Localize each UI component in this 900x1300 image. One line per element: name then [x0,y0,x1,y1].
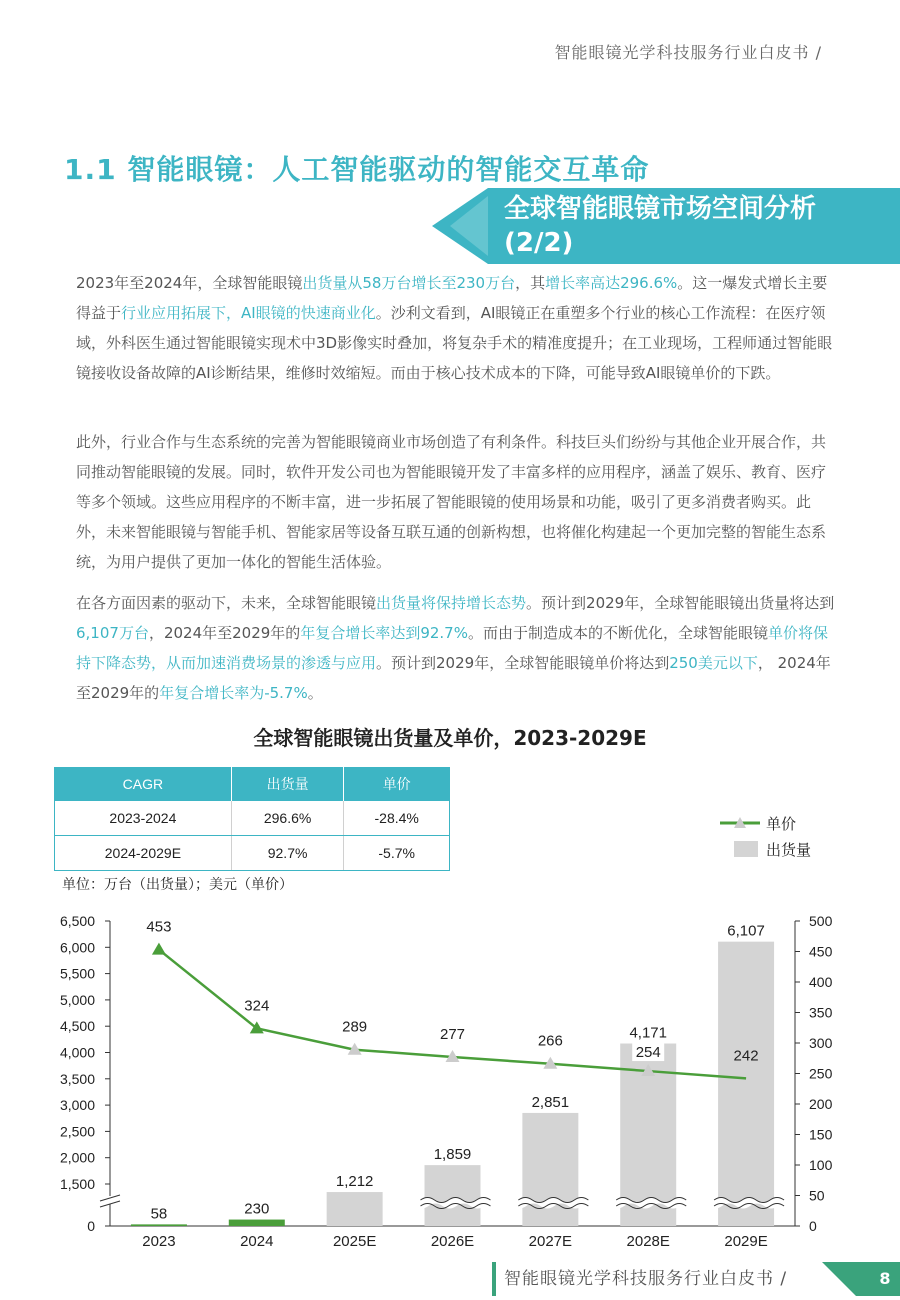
price-data-label: 289 [342,1018,368,1036]
shipment-data-label: 58 [150,1205,168,1223]
p3-highlight-5: 250美元以下 [669,654,758,672]
cagr-cell: 296.6% [231,801,344,836]
left-tick-label: 3,500 [59,1070,95,1087]
footer-title: 智能眼镜光学科技服务行业白皮书 / [492,1262,787,1296]
table-row [55,836,450,871]
x-tick-label: 2025E [332,1233,377,1250]
p1-highlight-2: 增长率高达296.6% [545,274,678,292]
legend-item-price [720,810,811,836]
left-tick-label: 6,500 [59,913,95,929]
price-marker [152,943,166,955]
p2-text: 此外，行业合作与生态系统的完善为智能眼镜商业市场创造了有利条件。科技巨头们纷纷与其他企业开展合作，共同推动智能眼镜的发展。同时，软件开发公司也为智能眼镜开发了丰富多样的应用程序，涵盖了娱乐、教育、医疗等多个领域。这些应用程序的不断丰富，进一步拓展了智能眼镜的使用场景和功能，吸引了更多消费者购买。此外，未来智能眼镜与智能手机、智能家居等设备互联互通的创新构想，也将催化构建起一个更加完整的智能生态系统，为用户提供了更加一体化的智能生活体验。 [76,433,827,571]
cagr-cell: 2023-2024 [55,801,232,836]
shipment-bar [718,942,774,1226]
p3-text-6: ， 2024年至2029年的 [76,654,831,702]
paragraph-3 [76,588,836,708]
left-tick-label: 5,500 [59,965,95,982]
x-tick-label: 2024 [240,1233,274,1250]
right-tick-label: 100 [809,1157,833,1173]
shipment-bar [229,1220,285,1226]
p3-text-7: 。 [307,684,323,702]
shipment-bar [131,1224,187,1226]
shipment-data-label: 1,859 [433,1146,472,1164]
cagr-header-row [55,767,450,801]
x-tick-label: 2027E [528,1233,573,1250]
p3-text-3: ，2024年至2029年的 [148,624,301,642]
right-tick-label: 200 [809,1096,833,1112]
right-tick-label: 350 [809,1004,833,1021]
right-tick-label: 500 [809,913,833,929]
p3-highlight-4: 单价将保持下降态势，从而加速消费场景的渗透与应用 [76,624,828,672]
shipment-data-label: 1,212 [335,1173,374,1191]
chart-legend [720,810,811,862]
p1-text-2: ，其 [515,274,546,292]
bar-break-band [512,1198,588,1209]
cagr-cell: -5.7% [344,836,450,871]
cagr-cell: -28.4% [344,801,450,836]
shipment-bar [522,1113,578,1226]
shipment-data-label: 6,107 [727,922,765,940]
cagr-cell: 2024-2029E [55,836,232,871]
left-tick-label: 4,000 [59,1044,95,1061]
legend-label-price: 单价 [766,814,797,833]
left-tick-label: 3,000 [59,1097,95,1114]
left-tick-label: 2,500 [59,1123,95,1140]
shipment-price-chart [0,895,900,1255]
p3-text-4: 。而由于制造成本的不断优化，全球智能眼镜 [467,624,768,642]
bar-break-band [415,1198,491,1209]
title-banner [432,188,900,264]
section-title: 1.1 智能眼镜：人工智能驱动的智能交互革命 [64,153,650,186]
left-tick-label: 0 [87,1218,95,1234]
header-title: 智能眼镜光学科技服务行业白皮书 / [554,43,822,62]
p3-text-5: 。预计到2029年，全球智能眼镜单价将达到 [376,654,670,672]
right-tick-label: 400 [809,974,833,990]
price-data-label: 277 [439,1026,466,1044]
legend-line-icon [720,815,760,831]
banner-title: 全球智能眼镜市场空间分析 (2/2) [504,194,817,258]
cagr-header-0: CAGR [55,767,232,801]
shipment-data-label: 4,171 [629,1024,667,1042]
p1-text-1: 2023年至2024年，全球智能眼镜 [76,274,303,292]
right-tick-label: 450 [809,943,833,960]
p3-highlight-6: 年复合增长率为-5.7% [159,684,308,702]
bar-break-band [708,1198,784,1209]
legend-bar-icon [734,841,758,857]
table-row [55,801,450,836]
p3-highlight-2: 6,107万台 [76,624,149,642]
cagr-table [54,767,450,871]
x-tick-label: 2029E [724,1233,768,1250]
paragraph-1 [76,268,836,388]
paragraph-2 [76,427,836,577]
right-tick-label: 150 [809,1126,833,1143]
x-tick-label: 2023 [142,1233,176,1250]
p1-highlight-3: 行业应用拓展下，AI眼镜的快速商业化 [121,304,376,322]
p1-text-3: 。这一爆发式增长主要得益于 [76,274,828,322]
right-tick-label: 250 [809,1065,833,1082]
p3-highlight-1: 出货量将保持增长态势 [376,594,527,612]
p1-highlight-1: 出货量从58万台增长至230万台 [302,274,516,292]
shipment-bar [327,1192,383,1226]
left-tick-label: 1,500 [59,1176,95,1192]
right-tick-label: 300 [809,1035,833,1051]
left-tick-label: 4,500 [59,1018,95,1035]
price-data-label: 242 [733,1047,759,1065]
x-tick-label: 2026E [430,1233,475,1250]
left-tick-label: 5,000 [59,991,95,1008]
chart-title: 全球智能眼镜出货量及单价，2023-2029E [253,726,647,750]
price-data-label: 453 [146,918,172,936]
p1-text-4: 。沙利文看到，AI眼镜正在重塑多个行业的核心工作流程：在医疗领域，外科医生通过智能眼镜实现术中3D影像实时叠加，将复杂手术的精准度提升；在工业现场，工程师通过智能眼镜接收设备故障的AI诊断结果，维修时效缩短。而由于核心技术成本的下降，可能导致AI眼镜单价的下跌。 [76,304,833,382]
left-tick-label: 2,000 [59,1149,95,1166]
units-note: 单位：万台（出货量）；美元（单价） [62,877,293,893]
shipment-data-label: 2,851 [531,1093,570,1111]
bar-break-band [610,1198,686,1209]
right-tick-label: 50 [809,1187,825,1204]
price-data-label: 266 [537,1032,563,1050]
cagr-header-1: 出货量 [231,767,344,801]
p3-text-2: 。预计到2029年，全球智能眼镜出货量将达到 [526,594,835,612]
right-tick-label: 0 [809,1218,817,1234]
shipment-bar [425,1165,481,1226]
legend-item-shipments [720,836,811,862]
cagr-header-2: 单价 [344,767,450,801]
page-number: 8 [879,1269,891,1288]
price-data-label: 254 [635,1044,661,1062]
left-tick-label: 6,000 [59,939,95,956]
p3-highlight-3: 年复合增长率达到92.7% [300,624,468,642]
price-data-label: 324 [244,997,270,1015]
legend-label-shipments: 出货量 [766,840,812,859]
shipment-data-label: 230 [244,1200,270,1218]
x-tick-label: 2028E [626,1233,670,1250]
p3-text-1: 在各方面因素的驱动下，未来，全球智能眼镜 [76,594,377,612]
cagr-cell: 92.7% [231,836,344,871]
